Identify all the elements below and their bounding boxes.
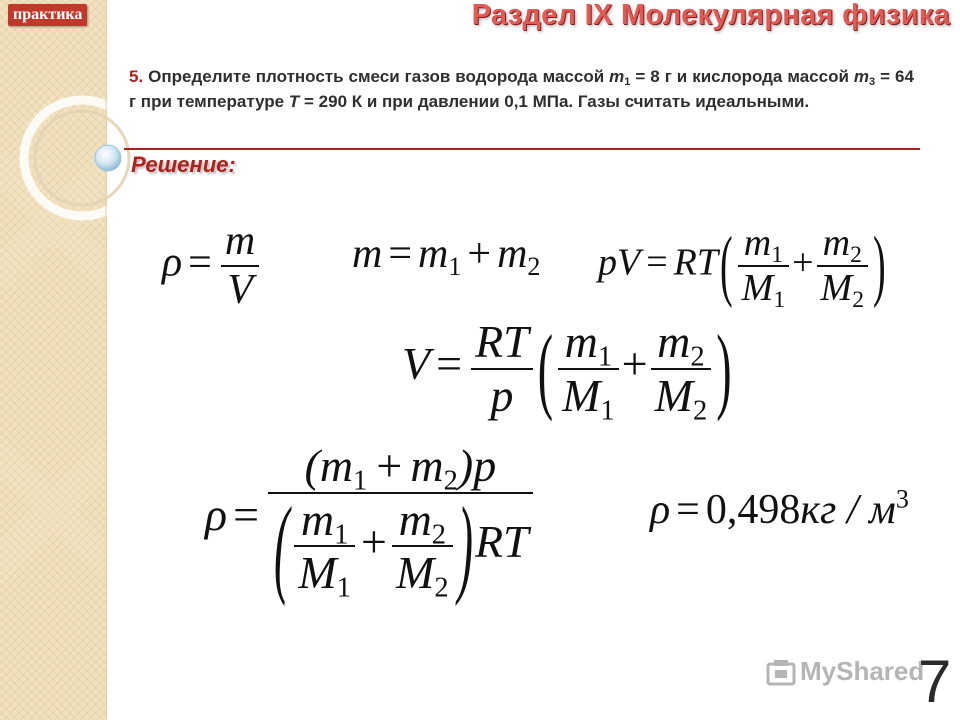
m-letter: m bbox=[398, 493, 432, 545]
plus-sign: + bbox=[373, 440, 405, 491]
fraction-m2-M2 bbox=[392, 493, 453, 604]
numerator-m2 bbox=[392, 493, 453, 551]
equals-sign: = bbox=[188, 239, 212, 286]
density-formula bbox=[162, 218, 262, 314]
rt-symbol: RT bbox=[673, 241, 719, 284]
sub-2: 2 bbox=[431, 519, 447, 551]
sub-2: 2 bbox=[443, 465, 458, 497]
fraction-m1-M1 bbox=[294, 493, 355, 604]
problem-text-part2: = 8 г и кислорода массой bbox=[635, 67, 849, 86]
equals-sign: = bbox=[646, 241, 668, 284]
problem-number: 5. bbox=[129, 67, 144, 86]
M-letter: M bbox=[562, 369, 601, 421]
m-symbol: m bbox=[352, 231, 383, 277]
right-paren: ) bbox=[716, 314, 732, 423]
mass1-symbol: m bbox=[609, 67, 625, 86]
volume-formula bbox=[402, 314, 734, 427]
temperature-symbol: T bbox=[288, 92, 300, 111]
numerator-m1 bbox=[294, 493, 355, 551]
final-density-formula bbox=[205, 440, 536, 607]
sub-1: 1 bbox=[448, 251, 462, 281]
main-denominator bbox=[268, 484, 533, 607]
plus-sign: + bbox=[792, 241, 814, 284]
result-value: 0,498 bbox=[705, 487, 801, 533]
fraction-m2-M2 bbox=[651, 316, 712, 427]
sub-1: 1 bbox=[336, 572, 351, 604]
denominator-M1 bbox=[294, 545, 355, 604]
practice-tag: практика bbox=[8, 4, 87, 26]
sub-1: 1 bbox=[600, 395, 615, 427]
plus-sign: + bbox=[621, 338, 648, 390]
denominator-v: V bbox=[221, 265, 259, 314]
numerator-m2 bbox=[651, 316, 712, 373]
numerator-m1 bbox=[558, 316, 619, 373]
denominator-M2 bbox=[651, 368, 712, 427]
mass3-subscript: 3 bbox=[869, 76, 876, 88]
page-number: 7 bbox=[918, 648, 952, 715]
right-paren: ) bbox=[872, 221, 886, 310]
denominator-M2 bbox=[392, 545, 453, 604]
fraction-m1-M1 bbox=[738, 222, 789, 313]
equals-sign: = bbox=[676, 487, 700, 533]
numerator-m1 bbox=[738, 222, 789, 269]
m2-symbol: m bbox=[497, 231, 528, 277]
m-letter: m bbox=[657, 316, 691, 367]
M-letter: M bbox=[820, 266, 853, 309]
fraction-m1-M1 bbox=[558, 316, 619, 427]
m1-symbol: m bbox=[418, 231, 449, 277]
denominator-M2 bbox=[817, 265, 868, 313]
fraction-m2-M2 bbox=[817, 222, 868, 313]
M-letter: M bbox=[396, 547, 435, 599]
mass1-subscript: 1 bbox=[624, 76, 631, 88]
equals-sign: = bbox=[436, 338, 463, 390]
right-paren: ) bbox=[457, 440, 474, 491]
sub-1: 1 bbox=[597, 341, 613, 373]
sub-1: 1 bbox=[773, 286, 786, 313]
v-symbol: V bbox=[402, 338, 431, 390]
numerator-m2 bbox=[817, 222, 868, 269]
problem-statement bbox=[129, 64, 914, 114]
watermark: MyShared bbox=[800, 656, 925, 686]
problem-text-part4: = 290 К и при давлении 0,1 МПа. Газы считать идеальными. bbox=[304, 92, 810, 111]
denominator-M1 bbox=[558, 368, 619, 427]
plus-sign: + bbox=[357, 515, 390, 567]
result-formula bbox=[650, 486, 909, 534]
plus-sign: + bbox=[467, 231, 492, 277]
sub-2: 2 bbox=[850, 242, 862, 269]
rho-symbol: ρ bbox=[205, 488, 228, 540]
m-letter: m bbox=[319, 440, 354, 491]
problem-text-part3: = 64 г при температуре bbox=[129, 67, 914, 111]
problem-text-part1: Определите плотность смеси газов водорода массой bbox=[148, 67, 605, 86]
numerator-m: m bbox=[224, 218, 256, 264]
rho-symbol: ρ bbox=[650, 487, 671, 533]
sub-2: 2 bbox=[852, 286, 864, 313]
pv-symbol: pV bbox=[598, 241, 641, 284]
m-letter: m bbox=[743, 222, 772, 264]
right-paren: ) bbox=[457, 484, 473, 607]
main-numerator bbox=[268, 440, 533, 497]
section-title: Раздел IX Молекулярная физика bbox=[471, 0, 950, 31]
left-paren: ( bbox=[304, 440, 320, 491]
denominator-p: p bbox=[471, 368, 533, 422]
solution-label: Решение: bbox=[131, 152, 236, 177]
result-exponent: 3 bbox=[895, 484, 909, 514]
state-equation-formula bbox=[598, 221, 888, 313]
sub-2: 2 bbox=[690, 341, 705, 373]
m-letter: m bbox=[300, 493, 335, 545]
sub-1: 1 bbox=[334, 519, 349, 551]
mass-over-volume bbox=[221, 218, 259, 314]
p-letter: p bbox=[473, 440, 497, 491]
sub-1: 1 bbox=[353, 465, 368, 497]
total-mass-formula bbox=[352, 230, 541, 281]
sub-2: 2 bbox=[527, 251, 541, 281]
rt-symbol: RT bbox=[474, 515, 529, 567]
title-divider bbox=[124, 148, 920, 150]
M-letter: M bbox=[654, 369, 693, 421]
sub-2: 2 bbox=[692, 395, 708, 427]
sub-2: 2 bbox=[434, 572, 449, 604]
result-unit: кг / м bbox=[800, 487, 896, 533]
left-paren: ( bbox=[720, 221, 733, 310]
mass3-symbol: m bbox=[853, 67, 870, 86]
M-letter: M bbox=[298, 547, 337, 599]
sub-1: 1 bbox=[771, 242, 783, 269]
numerator-rt: RT bbox=[475, 316, 529, 367]
equals-sign: = bbox=[388, 231, 413, 277]
fraction-RT-p bbox=[471, 316, 533, 421]
rho-symbol: ρ bbox=[162, 239, 183, 286]
left-paren: ( bbox=[274, 484, 290, 607]
m-letter: m bbox=[822, 222, 851, 264]
M-letter: M bbox=[741, 266, 774, 309]
main-fraction bbox=[268, 440, 533, 607]
left-paren: ( bbox=[537, 314, 554, 423]
myshared-logo-icon bbox=[766, 658, 800, 690]
denominator-M1 bbox=[738, 265, 789, 313]
equals-sign: = bbox=[233, 488, 260, 540]
m-letter: m bbox=[564, 316, 598, 367]
m-letter: m bbox=[410, 440, 444, 491]
